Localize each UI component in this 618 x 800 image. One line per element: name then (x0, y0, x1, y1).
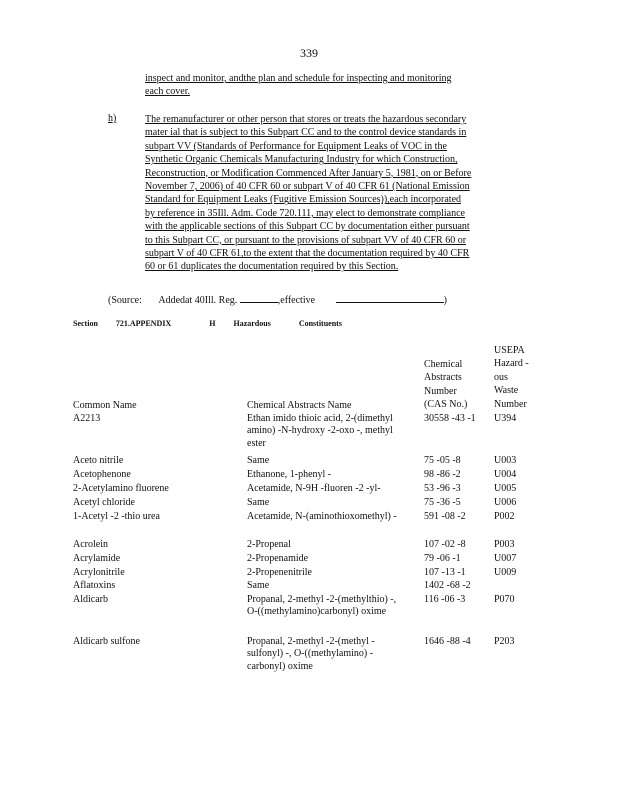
paragraph-line: November 7, 2006) of 40 CFR 60 or subpart V of 40 CFR 61 (National Emission (145, 181, 470, 193)
paragraph-marker: h) (108, 113, 117, 124)
continuation-paragraph (145, 72, 525, 99)
continuation-line: inspect and monitor, andthe plan and schedule for inspecting and monitoring (145, 73, 452, 84)
document-page: 339 inspect and monitor, andthe plan and schedule for inspecting and monitoring each cover. h) The remanufacturer or other person that stores or treats the hazardous secondary mater ial that is subject to this Subpart CC and to the control device standards in subpart VV (Standards of Performance for Equipment Leaks of VOC in the Synthetic Organic Chemicals Manufacturing Industry for which Construction, Reconstruction, or Modification Commenced After January 5, 1981, on or Before November 7, 2006) of 40 CFR 60 or subpart V of 40 CFR 61 (National Emission Standard for Equipment Leaks (Fugitive Emission Sources)),each incorporated by reference in 35Ill. Adm. Code 720.111, may elect to demonstrate compliance with the applicable sections of this Subpart CC by documentation either pursuant to this Subpart CC, or pursuant to the provisions of subpart VV of 40 CFR 60 or subpart V of 40 CFR 61,to the extent that the documentation required by 40 CFR 60 or 61 duplicates the documentation required by this Section. (Source: Addedat 40Ill. Reg. ,effective ) Section 721.APPENDIX H Hazardous Constituents Chemical Abstracts Number (CAS No.) USEPA Hazard - ous Waste Number Common Name Chemical Abstracts Name A2213 Ethan imido thioic acid, 2-(dimethyl amino) -N-hydroxy -2-oxo -, methyl ester 30558 -43 -1 U394 Aceto nitrile Same 75 -05 -8 U003 Acetophenone Ethanone, 1-phenyl - 98 -86 -2 U004 2-Acetylamino fluorene Acetamide, N-9H -fluoren -2 -yl- 53 -96 -3 U005 Acetyl chloride Same 75 -36 -5 U006 1-Acetyl -2 -thio urea Acetamide, N-(aminothioxomethyl) - 591 -08 -2 P002 Acrolein 2-Propenal 107 -02 -8 P003 Acrylamide 2-Propenamide 79 -06 -1 U007 Acrylonitrile 2-Propenenitrile 107 -13 -1 U009 Aflatoxins Same 1402 -68 -2 Aldicarb Propanal, 2-methyl -2-(methylthio) -, O-((methylamino)carbonyl) oxime 116 -06 -3 P070 Aldicarb sulfone Propanal, 2-methyl -2-(methyl -sulfonyl) -, O-((methylamino) -carbonyl) oxime 1646 -88 -4 P203 (0, 0, 618, 800)
source-text: Addedat 40Ill. Reg. (158, 295, 238, 306)
paragraph-line: subpart V of 40 CFR 61,to the extent that the documentation required by 40 CFR (145, 248, 470, 260)
paragraph-line: Reconstruction, or Modification Commenced After January 5, 1981, on or Before (145, 167, 472, 179)
source-open: (Source: (108, 295, 142, 306)
source-close: ) (443, 295, 447, 306)
paragraph-line: 60 or 61 duplicates the documentation required by this Section. (145, 261, 399, 273)
section-word: Hazardous (233, 319, 271, 328)
paragraph-line: Standard for Equipment Leaks (Fugitive Emission Sources)),each incorporated (145, 194, 462, 206)
section-letter: H (209, 319, 216, 328)
section-number: 721.APPENDIX (115, 319, 172, 328)
paragraph-line: to this Subpart CC, or pursuant to the provisions of subpart VV of 40 CFR 60 or (145, 234, 467, 246)
paragraph-line: subpart VV (Standards of Performance for Equipment Leaks of VOC in the (145, 140, 447, 152)
section-label: Section (73, 319, 98, 328)
paragraph-line: The remanufacturer or other person that stores or treats the hazardous secondary (145, 114, 467, 125)
usepa-header: USEPA Hazard - ous Waste Number (494, 345, 529, 410)
cas-header: Chemical Abstracts Number (CAS No.) (424, 359, 468, 411)
continuation-line: each cover. (145, 86, 190, 98)
source-effective: ,effective (277, 295, 316, 306)
paragraph-h (145, 113, 535, 274)
paragraph-line: Synthetic Organic Chemicals Manufacturing Industry for which Construction, (145, 154, 458, 166)
source-note (108, 292, 447, 306)
register-blank (240, 292, 278, 303)
paragraph-line: by reference in 35Ill. Adm. Code 720.111, may elect to demonstrate compliance (145, 207, 465, 219)
chemical-name-header: Chemical Abstracts Name (247, 400, 352, 411)
page-number: 339 (300, 46, 318, 60)
effective-date-blank (336, 292, 444, 303)
common-name-header: Common Name (73, 400, 137, 411)
paragraph-line: with the applicable sections of this Subpart CC by documentation either pursuant (145, 221, 470, 233)
section-heading (73, 319, 358, 328)
paragraph-line: mater ial that is subject to this Subpart CC and to the control device standards in (145, 127, 467, 139)
section-word: Constituents (298, 319, 342, 328)
